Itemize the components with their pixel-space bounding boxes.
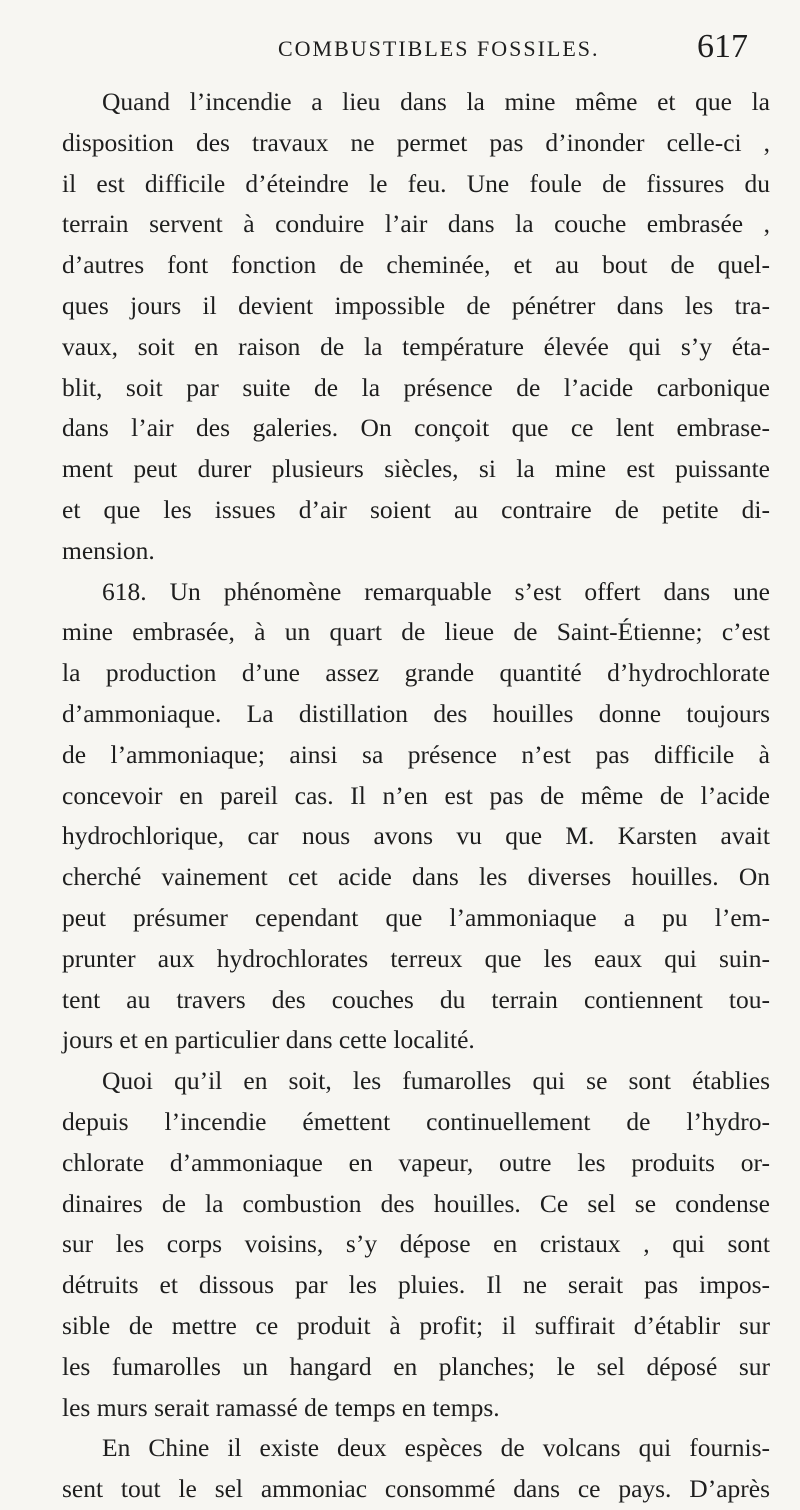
text-line: vaux, soit en raison de la température élevée qui s’y éta- bbox=[62, 331, 770, 361]
text-line: concevoir en pareil cas. Il n’en est pas de même de l’acide bbox=[62, 780, 770, 810]
text-line: il est difficile d’éteindre le feu. Une foule de fissures du bbox=[62, 168, 770, 198]
text-line: chlorate d’ammoniaque en vapeur, outre les produits or- bbox=[62, 1147, 770, 1177]
text-line: d’ammoniaque. La distillation des houilles donne toujours bbox=[62, 698, 770, 728]
text-line: disposition des travaux ne permet pas d’inonder celle-ci , bbox=[62, 127, 770, 157]
text-line: Quoi qu’il en soit, les fumarolles qui se sont établies bbox=[102, 1066, 770, 1096]
text-line: peut présumer cependant que l’ammoniaque a pu l’em- bbox=[62, 902, 770, 932]
body-text bbox=[62, 82, 770, 1510]
text-line: la production d’une assez grande quantité d’hydrochlorate bbox=[62, 658, 770, 688]
text-line: En Chine il existe deux espèces de volcans qui fournis- bbox=[102, 1433, 770, 1463]
text-line: dans l’air des galeries. On conçoit que ce lent embrase- bbox=[62, 413, 770, 443]
page-number: 617 bbox=[697, 28, 748, 65]
text-line: ques jours il devient impossible de pénétrer dans les tra- bbox=[62, 290, 770, 320]
text-line: et que les issues d’air soient au contraire de petite di- bbox=[62, 494, 770, 524]
text-line: de l’ammoniaque; ainsi sa présence n’est pas difficile à bbox=[62, 739, 770, 769]
text-line: prunter aux hydrochlorates terreux que les eaux qui suin- bbox=[62, 943, 770, 973]
running-title: COMBUSTIBLES FOSSILES. bbox=[278, 36, 600, 61]
text-line: 618. Un phénomène remarquable s’est offert dans une bbox=[102, 576, 770, 606]
text-line: les murs serait ramassé de temps en temps. bbox=[62, 1392, 500, 1422]
text-line: blit, soit par suite de la présence de l’acide carbonique bbox=[62, 372, 770, 402]
text-line: hydrochlorique, car nous avons vu que M. Karsten avait bbox=[62, 821, 770, 851]
text-line: sent tout le sel ammoniac consommé dans ce pays. D’après bbox=[62, 1474, 770, 1504]
text-line: sible de mettre ce produit à profit; il suffirait d’établir sur bbox=[62, 1310, 770, 1340]
text-line: mine embrasée, à un quart de lieue de Saint-Étienne; c’est bbox=[62, 617, 770, 647]
text-line: Quand l’incendie a lieu dans la mine même et que la bbox=[102, 87, 770, 116]
text-line: cherché vainement cet acide dans les diverses houilles. On bbox=[62, 862, 770, 892]
text-line: terrain servent à conduire l’air dans la couche embrasée , bbox=[62, 209, 770, 239]
text-line: détruits et dissous par les pluies. Il ne serait pas impos- bbox=[62, 1270, 770, 1300]
text-line: tent au travers des couches du terrain contiennent tou- bbox=[62, 984, 770, 1014]
text-line: ment peut durer plusieurs siècles, si la mine est puissante bbox=[62, 454, 770, 484]
text-line: jours et en particulier dans cette localité. bbox=[62, 1025, 475, 1055]
text-line: d’autres font fonction de cheminée, et au bout de quel- bbox=[62, 250, 770, 280]
text-line: depuis l’incendie émettent continuellement de l’hydro- bbox=[62, 1106, 770, 1136]
text-line: mension. bbox=[62, 535, 155, 565]
text-line: sur les corps voisins, s’y dépose en cristaux , qui sont bbox=[62, 1229, 770, 1259]
text-line: dinaires de la combustion des houilles. Ce sel se condense bbox=[62, 1188, 770, 1218]
page-header bbox=[0, 28, 800, 68]
text-line: les fumarolles un hangard en planches; le sel déposé sur bbox=[62, 1351, 770, 1381]
